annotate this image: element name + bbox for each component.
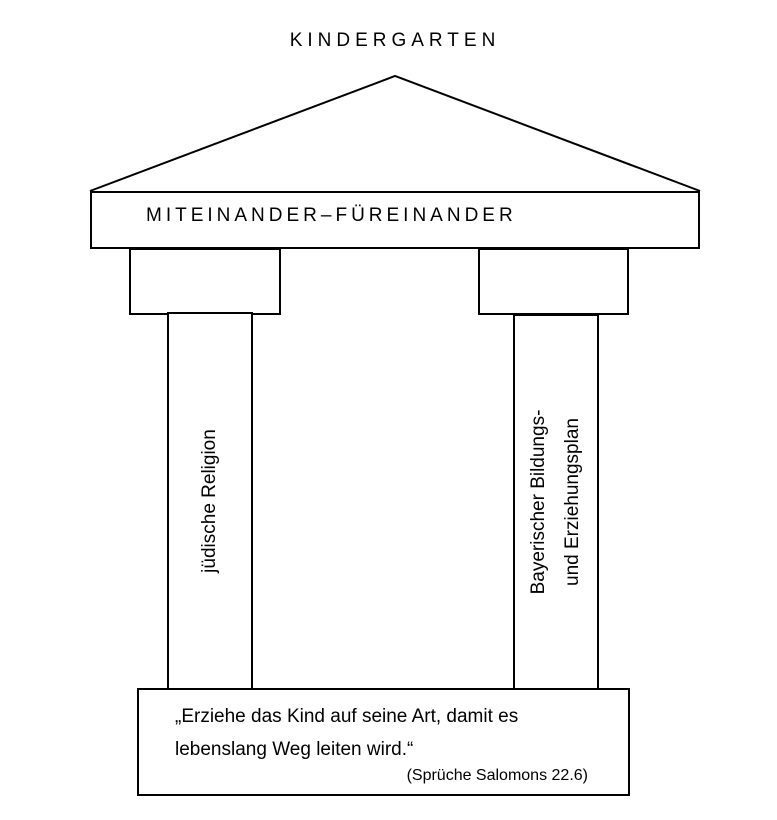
pillar-right-line1: Bayerischer Bildungs- — [528, 409, 549, 595]
capital-right — [478, 248, 629, 315]
capital-left — [129, 248, 281, 315]
foundation-base — [137, 688, 630, 796]
diagram-title: KINDERGARTEN — [289, 30, 501, 51]
beam-label: MITEINANDER–FÜREINANDER — [146, 205, 517, 226]
pillar-bildungsplan — [513, 314, 599, 690]
quote-source: (Sprüche Salomons 22.6) — [406, 767, 588, 784]
beam-miteinander — [90, 191, 700, 249]
pillar-right-label — [522, 410, 590, 595]
pillar-right-line2: und Erziehungsplan — [562, 418, 583, 586]
foundation-quote: „Erziehe das Kind auf seine Art, damit es lebenslang Weg leiten wird.“ — [175, 706, 519, 760]
pillar-left-label: jüdische Religion — [199, 429, 220, 573]
pillar-juedische-religion — [167, 312, 253, 690]
